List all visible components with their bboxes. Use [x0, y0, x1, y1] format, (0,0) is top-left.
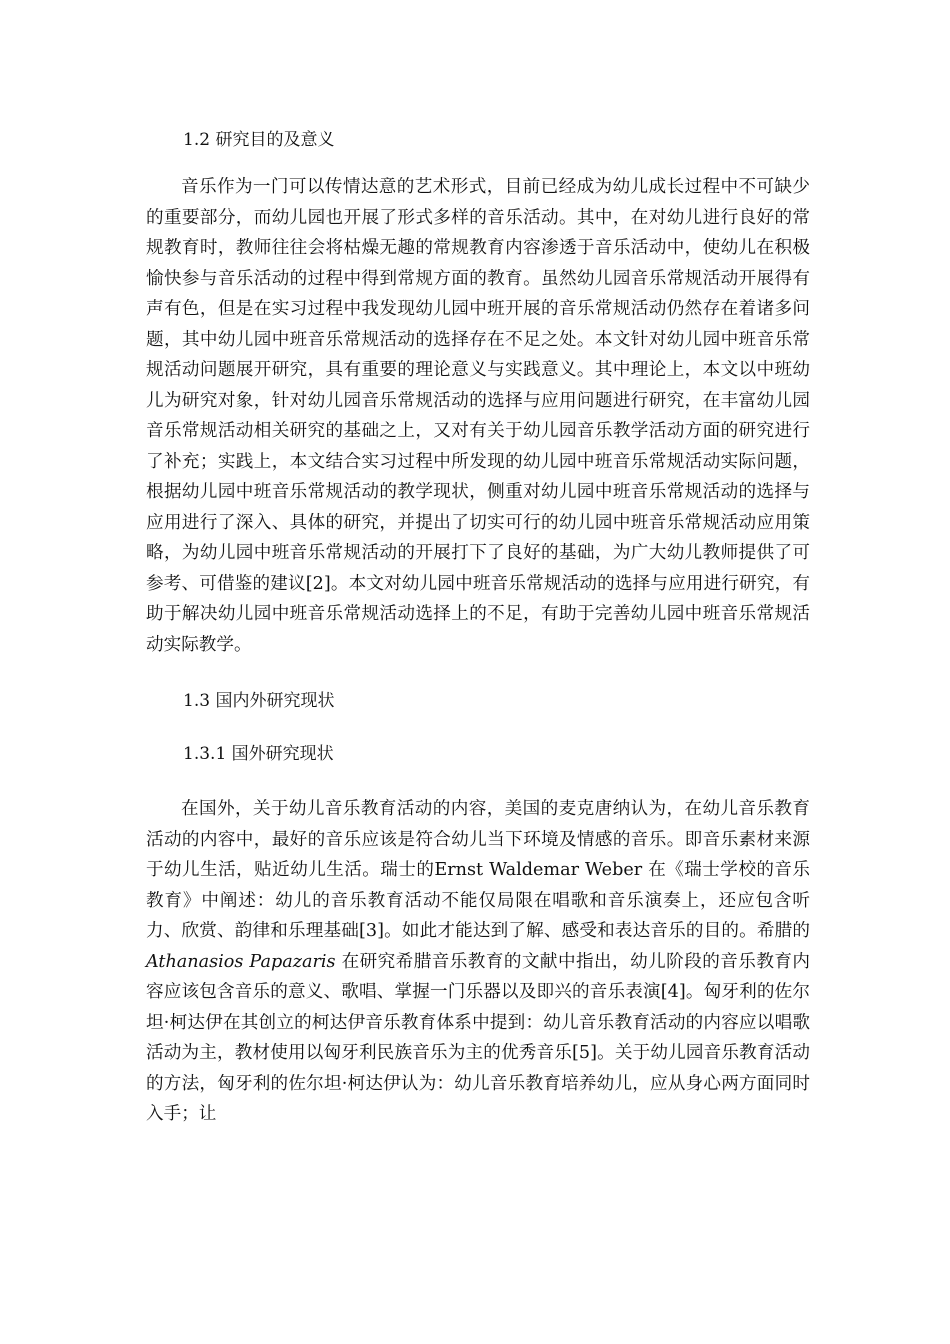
paragraph-text-part-1: 在国外，关于幼儿音乐教育活动的内容，美国的麦克唐纳认为，在幼儿音乐教育活动的内容中，最好的音乐应该是符合幼儿当下环境及情感的音乐。即音乐素材来源于幼儿生活，贴近幼儿生活。瑞士的Ernst Waldemar Weber 在《瑞士学校的音乐教育》中阐述：幼儿的音乐教育活动不能仅局限在唱歌和音乐演奏上，还应包含听力、欣赏、韵律和乐理基础[3]。如此才能达到了解、感受和表达音乐的目的。希腊的	[146, 799, 810, 941]
section-heading-1-3-1: 1.3.1 国外研究现状	[183, 744, 334, 764]
paragraph-text-part-2: 在研究希腊音乐教育的文献中指出，幼儿阶段的音乐教育内容应该包含音乐的意义、歌唱、掌握一门乐器以及即兴的音乐表演[4]。匈牙利的佐尔坦·柯达伊在其创立的柯达伊音乐教育体系中提到：幼儿音乐教育活动的内容应以唱歌活动为主，教材使用以匈牙利民族音乐为主的优秀音乐[5]。关于幼儿园音乐教育活动的方法，匈牙利的佐尔坦·柯达伊认为：幼儿音乐教育培养幼儿，应从身心两方面同时入手；让	[146, 951, 810, 1124]
section-heading-1-3: 1.3 国内外研究现状	[183, 691, 335, 711]
section-1-3-1-paragraph	[146, 794, 810, 1130]
document-body	[146, 125, 810, 1130]
italic-author-name: Athanasios Papazaris	[146, 951, 336, 972]
section-heading-1-2: 1.2 研究目的及意义	[183, 130, 335, 150]
section-1-2-paragraph: 音乐作为一门可以传情达意的艺术形式，目前已经成为幼儿成长过程中不可缺少的重要部分，而幼儿园也开展了形式多样的音乐活动。其中，在对幼儿进行良好的常规教育时，教师往往会将枯燥无趣的常规教育内容渗透于音乐活动中，使幼儿在积极愉快参与音乐活动的过程中得到常规方面的教育。虽然幼儿园音乐常规活动开展得有声有色，但是在实习过程中我发现幼儿园中班开展的音乐常规活动仍然存在着诸多问题，其中幼儿园中班音乐常规活动的选择存在不足之处。本文针对幼儿园中班音乐常规活动问题展开研究，具有重要的理论意义与实践意义。其中理论上，本文以中班幼儿为研究对象，针对幼儿园音乐常规活动的选择与应用问题进行研究，在丰富幼儿园音乐常规活动相关研究的基础之上，又对有关于幼儿园音乐教学活动方面的研究进行了补充；实践上，本文结合实习过程中所发现的幼儿园中班音乐常规活动实际问题，根据幼儿园中班音乐常规活动的教学现状，侧重对幼儿园中班音乐常规活动的选择与应用进行了深入、具体的研究，并提出了切实可行的幼儿园中班音乐常规活动应用策略，为幼儿园中班音乐常规活动的开展打下了良好的基础，为广大幼儿教师提供了可参考、可借鉴的建议[2]。本文对幼儿园中班音乐常规活动的选择与应用进行研究，有助于解决幼儿园中班音乐常规活动选择上的不足，有助于完善幼儿园中班音乐常规活动实际教学。	[146, 177, 810, 655]
